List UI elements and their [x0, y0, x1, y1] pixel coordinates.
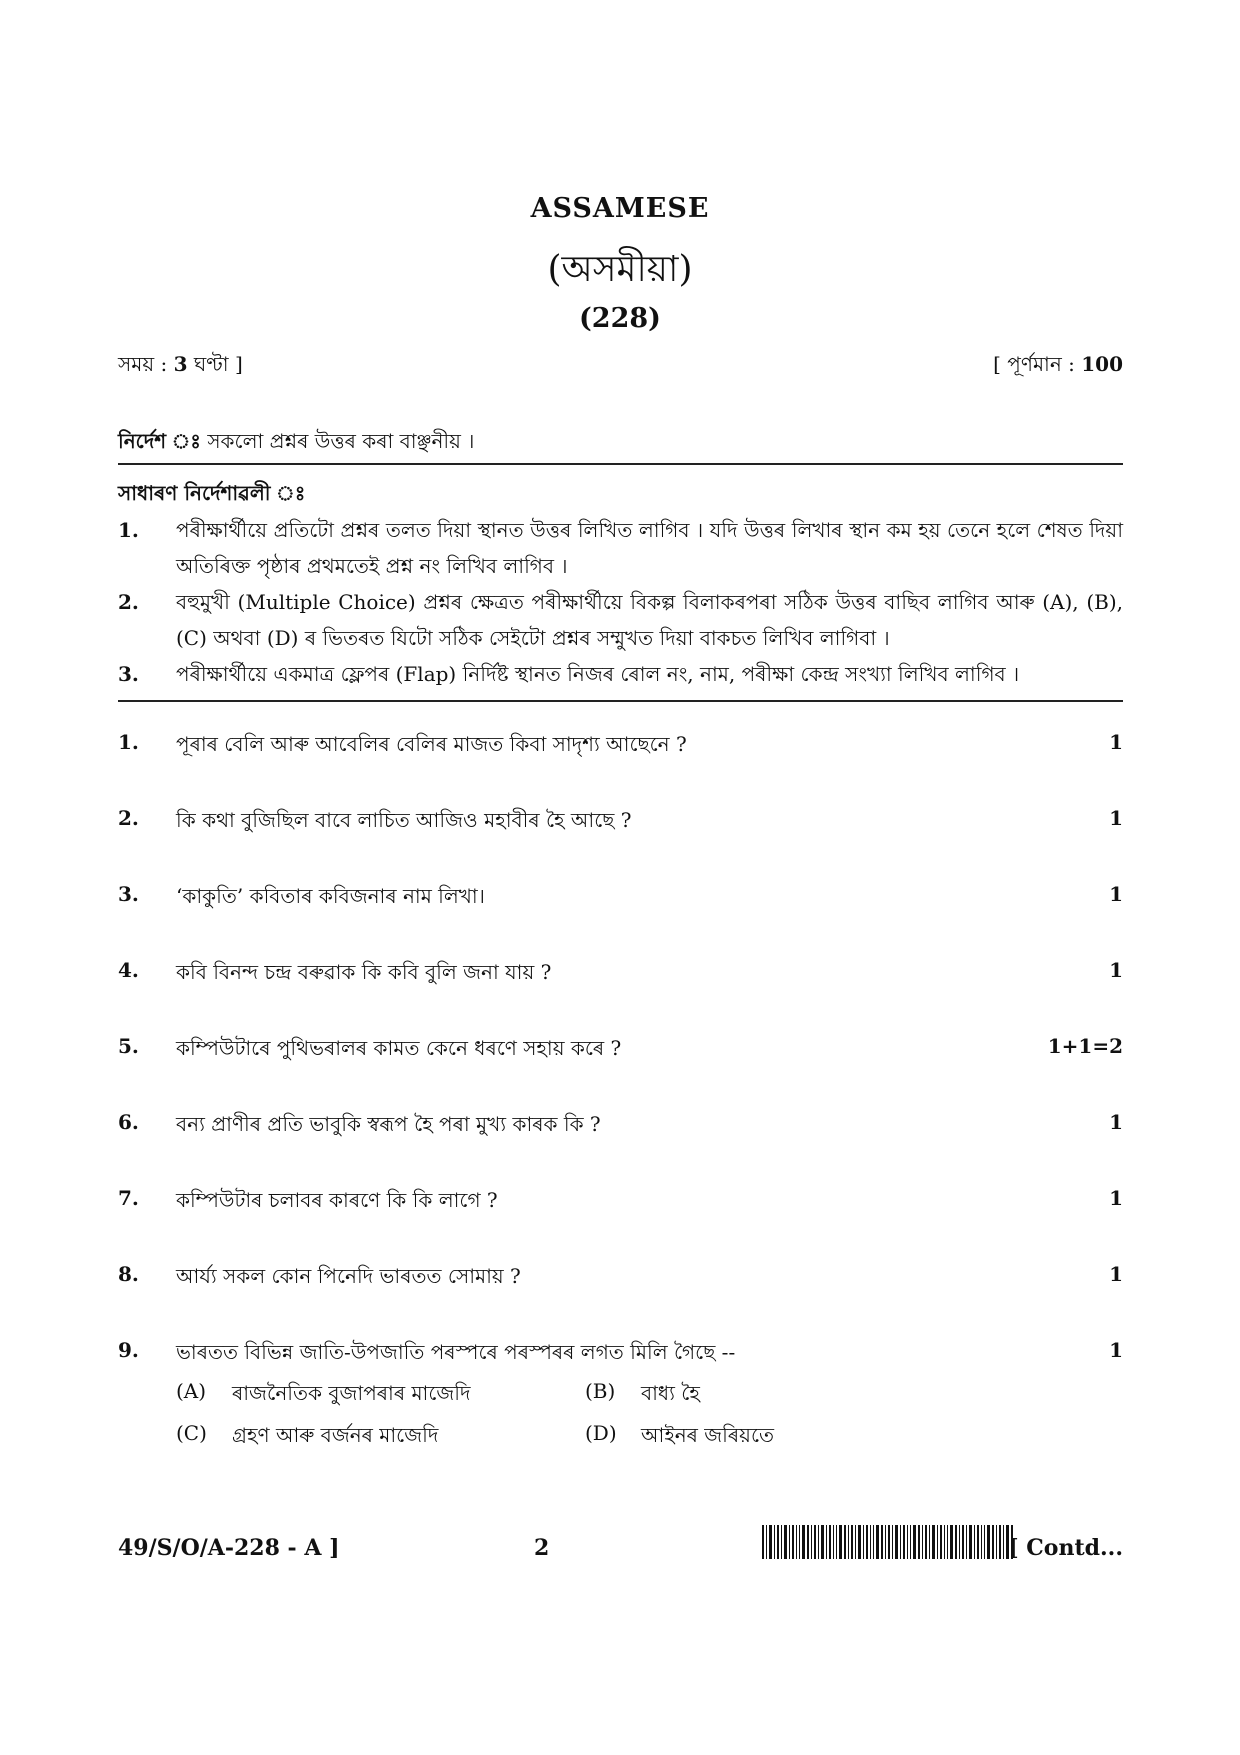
option-text: বাধ্য হৈ: [641, 1381, 700, 1405]
question-marks: 1: [1109, 882, 1123, 906]
question-number: 6.: [118, 1110, 139, 1134]
question: [118, 958, 1123, 990]
question-text: ‘কাকুতি’ কবিতাৰ কবিজনাৰ নাম লিখা।: [176, 884, 485, 908]
question-marks: 1: [1109, 806, 1123, 830]
divider: [118, 700, 1123, 702]
marks-info: [993, 350, 1123, 383]
instruction: [118, 427, 474, 460]
question-number: 4.: [118, 958, 139, 982]
item-text: বহুমুখী (Multiple Choice) প্ৰশ্নৰ ক্ষেত্ৰত পৰীক্ষাৰ্থীয়ে বিকল্প বিলাকৰপৰা সঠিক উত্তৰ বাছিব লাগিব আৰু (A), (B), (C) অথবা (D) ৰ ভিতৰত যিটো সঠিক সেইটো প্ৰশ্নৰ সম্মুখত দিয়া বাকচত লিখিব লাগিবা ।: [176, 590, 1123, 650]
question: [118, 882, 1123, 914]
marks-label: [ পূৰ্ণমান :: [993, 352, 1075, 376]
option-label: (B): [585, 1379, 616, 1403]
option-label: (C): [176, 1421, 207, 1445]
time-info: [118, 350, 243, 383]
question-text: পূৰাৰ বেলি আৰু আবেলিৰ বেলিৰ মাজত কিবা সাদৃশ্য আছেনে ?: [176, 732, 687, 756]
page-number: 2: [534, 1535, 550, 1561]
question-number: 5.: [118, 1034, 139, 1058]
question-text: বন্য প্ৰাণীৰ প্ৰতি ভাবুকি স্বৰূপ হৈ পৰা মুখ্য কাৰক কি ?: [176, 1112, 601, 1136]
option-text: আইনৰ জৰিয়তে: [641, 1423, 774, 1447]
subject-title: ASSAMESE: [530, 193, 710, 224]
question-number: 9.: [118, 1338, 139, 1362]
item-text: পৰীক্ষাৰ্থীয়ে একমাত্ৰ ফ্লেপৰ (Flap) নিৰ্দিষ্ট স্থানত নিজৰ ৰোল নং, নাম, পৰীক্ষা কেন্দ্ৰ সংখ্যা লিখিব লাগিব ।: [176, 662, 1020, 686]
question-marks: 1: [1109, 730, 1123, 754]
question-marks: 1: [1109, 1338, 1123, 1362]
question-marks: 1: [1109, 958, 1123, 982]
item-number: 2.: [118, 590, 139, 614]
paper-code: 49/S/O/A-228 - A ]: [118, 1535, 340, 1561]
divider: [118, 463, 1123, 465]
option-label: (D): [585, 1421, 617, 1445]
question-text: কবি বিনন্দ চন্দ্ৰ বৰুৱাক কি কবি বুলি জনা যায় ?: [176, 960, 552, 984]
question: [118, 806, 1123, 838]
general-instructions-heading: সাধাৰণ নিৰ্দেশাৱলী ঃ: [118, 481, 306, 505]
time-label: সময় :: [118, 352, 168, 376]
question-text: কম্পিউটাৰে পুথিভৰালৰ কামত কেনে ধৰণে সহায় কৰে ?: [176, 1036, 622, 1060]
option-text: গ্ৰহণ আৰু বৰ্জনৰ মাজেদি: [232, 1423, 439, 1447]
question-text: কম্পিউটাৰ চলাবৰ কাৰণে কি কি লাগে ?: [176, 1188, 498, 1212]
item-text: পৰীক্ষাৰ্থীয়ে প্ৰতিটো প্ৰশ্নৰ তলত দিয়া স্থানত উত্তৰ লিখিত লাগিব । যদি উত্তৰ লিখাৰ স্থান কম হয় তেনে হলে শেষত দিয়া অতিৰিক্ত পৃষ্ঠাৰ প্ৰথমতেই প্ৰশ্ন নং লিখিব লাগিব ।: [176, 518, 1123, 578]
question-number: 8.: [118, 1262, 139, 1286]
question: [118, 1034, 1123, 1066]
marks-value: 100: [1081, 352, 1123, 376]
instruction-label: নিৰ্দেশ ঃ: [118, 429, 201, 453]
question: [118, 1338, 1123, 1370]
question-number: 1.: [118, 730, 139, 754]
question-text: আৰ্য্য সকল কোন পিনেদি ভাৰতত সোমায় ?: [176, 1264, 521, 1288]
contd-label: [ Contd...: [1008, 1535, 1123, 1561]
question-number: 3.: [118, 882, 139, 906]
instruction-text: সকলো প্ৰশ্নৰ উত্তৰ কৰা বাঞ্ছনীয় ।: [207, 429, 475, 453]
time-unit: ঘণ্টা ]: [193, 352, 243, 376]
general-instruction-item: [118, 656, 1123, 692]
question: [118, 1110, 1123, 1142]
subject-title-native: (অসমীয়া): [547, 249, 693, 290]
question: [118, 1186, 1123, 1218]
general-instruction-item: [118, 584, 1123, 656]
question-number: 2.: [118, 806, 139, 830]
question-marks: 1: [1109, 1262, 1123, 1286]
item-number: 3.: [118, 662, 139, 686]
item-number: 1.: [118, 518, 139, 542]
question: [118, 730, 1123, 762]
question-marks: 1: [1109, 1186, 1123, 1210]
time-value: 3: [173, 352, 188, 376]
subject-code: (228): [579, 303, 661, 334]
option-text: ৰাজনৈতিক বুজাপৰাৰ মাজেদি: [232, 1381, 471, 1405]
option-label: (A): [176, 1379, 207, 1403]
general-instruction-item: [118, 512, 1123, 584]
question-number: 7.: [118, 1186, 139, 1210]
barcode: [762, 1525, 1014, 1559]
question-marks: 1+1=2: [1047, 1034, 1123, 1058]
question-marks: 1: [1109, 1110, 1123, 1134]
question: [118, 1262, 1123, 1294]
question-text: ভাৰতত বিভিন্ন জাতি-উপজাতি পৰস্পৰে পৰস্পৰৰ লগত মিলি গৈছে --: [176, 1340, 736, 1364]
question-text: কি কথা বুজিছিল বাবে লাচিত আজিও মহাবীৰ হৈ আছে ?: [176, 808, 632, 832]
